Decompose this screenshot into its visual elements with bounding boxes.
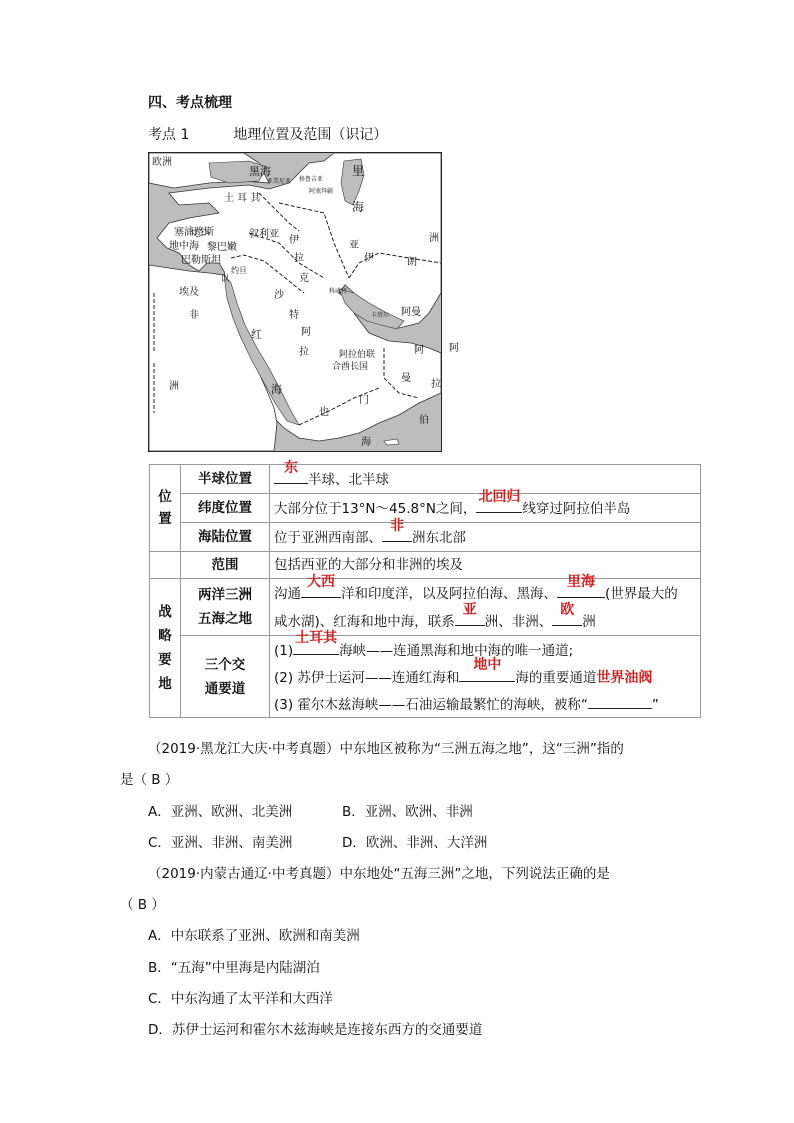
- map-label-cyprus: 塞浦路斯: [174, 227, 214, 238]
- strategic-category: 战略要地: [150, 579, 181, 718]
- map-label-saudi4: 拉: [299, 347, 309, 358]
- q1-stem1: （2019·黑龙江大庆·中考真题）中东地区被称为“三洲五海之地”，这“三洲”指的: [148, 741, 624, 757]
- q1-option-a: A．亚洲、欧洲、北美洲: [148, 804, 293, 820]
- map-label-redsea1: 红: [251, 328, 262, 341]
- map-label-syria: 叙利亚: [249, 229, 279, 240]
- q2-stem1: （2019·内蒙古通辽·中考真题）中东地处“五海三洲”之地，下列说法正确的是: [148, 866, 610, 882]
- sanzhou-cell: 沟通 大西 洋和印度洋，以及阿拉伯海、黑海、 里海 (世界最大的 咸水湖)、红海和地中海，联系 亚 洲、非洲、 欧 洲: [270, 579, 701, 636]
- latitude-answer: 北回归: [478, 489, 521, 505]
- map-label-iraq2: 拉: [294, 253, 304, 264]
- landsea-label: 海陆位置: [181, 523, 270, 552]
- map-label-qatar: 卡塔尔: [371, 312, 390, 319]
- info-table: [149, 460, 701, 718]
- map-label-lebanon: 黎巴嫩: [207, 242, 237, 253]
- sanzhou-blank1: [301, 574, 341, 598]
- map-label-uae2: 合酋长国: [332, 362, 369, 372]
- sanzhou-answer2: 里海: [567, 574, 595, 590]
- map-label-caspian1: 里: [352, 164, 365, 178]
- q1-option-b: B．亚洲、欧洲、非洲: [342, 804, 473, 820]
- map-label-kuwait: 科威特: [329, 288, 348, 295]
- kaodian-line: [148, 124, 387, 144]
- sanzhou-blank3: [455, 602, 485, 626]
- map-label-gulf: 海: [361, 437, 371, 448]
- hemisphere-answer: 东: [284, 460, 298, 476]
- landsea-blank: [382, 518, 412, 542]
- map-label-africa1: 非: [189, 310, 199, 321]
- landsea-cell: 位于亚洲西南部、 非 洲东北部: [270, 523, 701, 552]
- kaodian-label: 考点 1: [148, 127, 190, 143]
- map-label-oman1: 阿: [414, 345, 424, 356]
- map-label-yemen2: 门: [359, 395, 369, 406]
- latitude-blank: [476, 489, 522, 513]
- map-label-redsea2: 海: [271, 383, 282, 396]
- map-label-small3: 阿塞拜疆: [309, 188, 334, 195]
- map-label-caspian2: 海: [352, 200, 365, 214]
- sanzhou-blank2: [557, 574, 605, 598]
- map-label-iraq1: 伊: [289, 235, 299, 246]
- hemisphere-label: 半球位置: [181, 465, 270, 494]
- map-label-iraq3: 克: [299, 273, 309, 284]
- map-label-europe: 欧洲: [152, 157, 172, 168]
- sanzhou-answer4: 欧: [560, 602, 575, 618]
- q1-option-c: C．亚洲、非洲、南美洲: [148, 835, 293, 851]
- q1-option-d: D．欧洲、非洲、大洋洲: [342, 835, 488, 851]
- middle-east-map: [148, 152, 459, 452]
- range-label: 范围: [181, 552, 270, 579]
- map-label-small2: 格鲁吉亚: [299, 176, 324, 183]
- latitude-cell: 大部分位于13°N～45.8°N之间， 北回归 线穿过阿拉伯半岛: [270, 494, 701, 523]
- q2-option-b: B．“五海”中里海是内陆湖泊: [148, 960, 320, 976]
- landsea-answer: 非: [390, 518, 404, 534]
- map-label-blacksea: 黑海: [249, 165, 271, 178]
- kaodian-title: 地理位置及范围（识记）: [233, 127, 388, 143]
- sanzhou-blank4: [552, 602, 582, 626]
- q2-option-c: C．中东沟通了太平洋和大西洋: [148, 991, 333, 1007]
- latitude-label: 纬度位置: [181, 494, 270, 523]
- map-label-asia1: 亚: [349, 240, 359, 251]
- map-label-jordan: 约旦: [231, 266, 247, 275]
- map-label-oman2: 曼: [401, 373, 411, 384]
- map-label-medsea: 地中海: [169, 241, 199, 252]
- map-label-asia2: 洲: [429, 233, 439, 244]
- map-label-saudi3: 阿: [301, 327, 311, 338]
- map-label-turkey: 土 耳 其: [224, 193, 261, 204]
- map-label-small1: 亚美尼亚: [267, 178, 292, 185]
- map-label-arab3: 伯: [419, 415, 429, 426]
- sanzhou-label: 两洋三洲五海之地: [181, 579, 270, 636]
- map-label-saudi2: 特: [289, 310, 299, 321]
- q2-option-d: D．苏伊士运河和霍尔木兹海峡是连接东西方的交通要道: [148, 1022, 483, 1038]
- traffic1-answer: 土耳其: [295, 630, 338, 646]
- position-category: 位置: [150, 465, 181, 552]
- section-heading: 四、考点梳理: [148, 95, 232, 111]
- traffic1-blank: [293, 630, 339, 655]
- map-label-iran1: 伊: [364, 253, 374, 264]
- map-label-israel: 以: [221, 274, 229, 283]
- range-cell: 包括西亚的大部分和非洲的埃及: [270, 552, 701, 579]
- traffic2-answer: 地中: [473, 657, 502, 673]
- sanzhou-answer3: 亚: [462, 602, 477, 618]
- map-label-arab2: 拉: [431, 379, 441, 390]
- q1-stem2: 是（ B ）: [120, 772, 179, 788]
- traffic2-blank: [459, 657, 515, 682]
- traffic3-answer: 世界油阀: [596, 670, 653, 686]
- map-label-yemen1: 也: [319, 407, 329, 418]
- traffic3-blank: [588, 690, 652, 709]
- map-label-saudi1: 沙: [274, 290, 284, 301]
- map-label-palestine: 巴勒斯坦: [181, 255, 221, 266]
- traffic-cell: (1) 土耳其 海峡——连通黑海和地中海的唯一通道; (2) 苏伊士运河——连通红海和 地中 海的重要通道世界油阀 (3) 霍尔木兹海峡——石油运输最繁忙的海峡，被称“ ”: [270, 636, 701, 718]
- map-label-uae1: 阿拉伯联: [339, 350, 376, 360]
- hemisphere-cell: 东 半球、北半球: [270, 465, 701, 494]
- map-label-arab1: 阿: [449, 343, 459, 354]
- sanzhou-answer1: 大西: [307, 574, 335, 590]
- map-label-egypt: 埃及: [179, 287, 199, 298]
- map-label-iran2: 朗: [407, 257, 417, 268]
- hemisphere-blank: [274, 460, 308, 484]
- q2-option-a: A．中东联系了亚洲、欧洲和南美洲: [148, 928, 360, 944]
- map-label-oman-big: 阿曼: [401, 307, 421, 318]
- traffic-label: 三个交通要道: [181, 636, 270, 718]
- map-label-africa2: 洲: [169, 381, 179, 392]
- q2-stem2: （ B ）: [120, 897, 165, 913]
